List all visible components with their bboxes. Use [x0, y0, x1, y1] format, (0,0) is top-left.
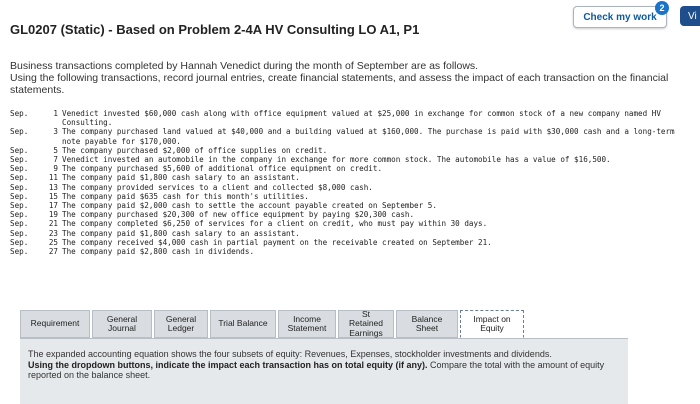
requirement-tabs [20, 310, 526, 338]
tx-date: Sep. [10, 247, 29, 257]
check-my-work-button[interactable]: Check my work [573, 6, 667, 28]
intro-line-1: Business transactions completed by Hannah Venedict during the month of September are as follows. [10, 60, 479, 72]
intro-text [10, 60, 690, 96]
intro-line-2: Using the following transactions, record journal entries, create financial statements, and assess the impact of each transaction on the financial statements. [10, 72, 669, 96]
tx-date: Sep. [10, 237, 29, 247]
tab-requirement[interactable]: Requirement [20, 310, 90, 338]
tx-text: The company provided services to a client and collected $8,000 cash. [62, 182, 373, 192]
tx-date: Sep. [10, 164, 29, 174]
tx-date: Sep. [10, 191, 29, 201]
tx-day: 3 [53, 127, 58, 137]
panel-bold-instruction: Using the dropdown buttons, indicate the impact each transaction has on total equity (if any). [28, 359, 428, 370]
tx-date: Sep. [10, 219, 29, 229]
tx-date: Sep. [10, 201, 29, 211]
tx-date: Sep. [10, 109, 29, 118]
transaction-row [10, 183, 690, 192]
transaction-list [10, 109, 690, 256]
tx-day: 9 [53, 164, 58, 174]
tab-trial-balance[interactable]: Trial Balance [210, 310, 276, 338]
tx-day: 17 [48, 201, 58, 211]
attempts-badge: 2 [655, 1, 669, 15]
tx-text: The company purchased $20,300 of new office equipment by paying $20,300 cash. [62, 210, 415, 220]
tab-general-journal[interactable]: General Journal [92, 310, 152, 338]
tx-day: 11 [48, 173, 58, 183]
tx-day: 15 [48, 191, 58, 201]
tx-day: 1 [53, 109, 58, 118]
tab-st-retained-earnings[interactable]: St Retained Earnings [338, 310, 394, 338]
page-title: GL0207 (Static) - Based on Problem 2-4A HV Consulting LO A1, P1 [10, 22, 420, 37]
transaction-row [10, 210, 690, 219]
transaction-row [10, 127, 690, 145]
tx-day: 21 [48, 219, 58, 229]
panel-text: The expanded accounting equation shows the four subsets of equity: Revenues, Expenses, stockholder investments and dividends. [28, 349, 552, 359]
tx-text: The company paid $1,800 cash salary to an assistant. [62, 173, 300, 183]
tab-income-statement[interactable]: Income Statement [278, 310, 336, 338]
tx-text: Venedict invested $60,000 cash along with office equipment valued at $25,000 in exchange for common stock of a new company named HV Consulting. [62, 109, 661, 128]
transaction-row [10, 219, 690, 228]
transaction-row [10, 146, 690, 155]
transaction-row [10, 164, 690, 173]
tx-date: Sep. [10, 210, 29, 220]
transaction-row [10, 201, 690, 210]
tx-day: 5 [53, 145, 58, 155]
tx-day: 25 [48, 237, 58, 247]
tx-text: The company purchased $2,000 of office supplies on credit. [62, 145, 328, 155]
transaction-row [10, 192, 690, 201]
tab-balance-sheet[interactable]: Balance Sheet [396, 310, 458, 338]
transaction-row [10, 173, 690, 182]
tx-date: Sep. [10, 145, 29, 155]
transaction-row [10, 247, 690, 256]
tx-date: Sep. [10, 127, 29, 137]
view-button[interactable]: Vi [680, 6, 700, 26]
tx-date: Sep. [10, 182, 29, 192]
tx-text: The company received $4,000 cash in partial payment on the receivable created on September 21. [62, 237, 492, 247]
tx-day: 13 [48, 182, 58, 192]
tx-text: The company paid $2,800 cash in dividends. [62, 247, 255, 257]
tab-impact-on-equity[interactable]: Impact on Equity [460, 310, 524, 338]
tx-day: 7 [53, 155, 58, 165]
tx-date: Sep. [10, 155, 29, 165]
tab-general-ledger[interactable]: General Ledger [154, 310, 208, 338]
tx-day: 23 [48, 228, 58, 238]
transaction-row [10, 229, 690, 238]
tx-text: The company completed $6,250 of services for a client on credit, who must pay within 30 days. [62, 219, 488, 229]
tx-text: The company paid $635 cash for this month's utilities. [62, 191, 309, 201]
tx-text: The company purchased land valued at $40,000 and a building valued at $160,000. The purchase is paid with $30,000 cash and a long-term note payable for $170,000. [62, 127, 675, 146]
tx-text: Venedict invested an automobile in the company in exchange for more common stock. The automobile has a value of $16,500. [62, 155, 611, 165]
tx-day: 19 [48, 210, 58, 220]
transaction-row [10, 155, 690, 164]
tx-day: 27 [48, 247, 58, 257]
tx-text: The company purchased $5,600 of additional office equipment on credit. [62, 164, 383, 174]
tx-text: The company paid $1,800 cash salary to an assistant. [62, 228, 300, 238]
transaction-row [10, 109, 690, 127]
panel-text-rest: Compare the total with the amount of equity reported on the balance sheet. [28, 359, 605, 380]
transaction-row [10, 238, 690, 247]
tx-text: The company paid $2,000 cash to settle the account payable created on September 5. [62, 201, 437, 211]
tx-date: Sep. [10, 228, 29, 238]
tx-date: Sep. [10, 173, 29, 183]
instruction-panel [20, 338, 628, 404]
